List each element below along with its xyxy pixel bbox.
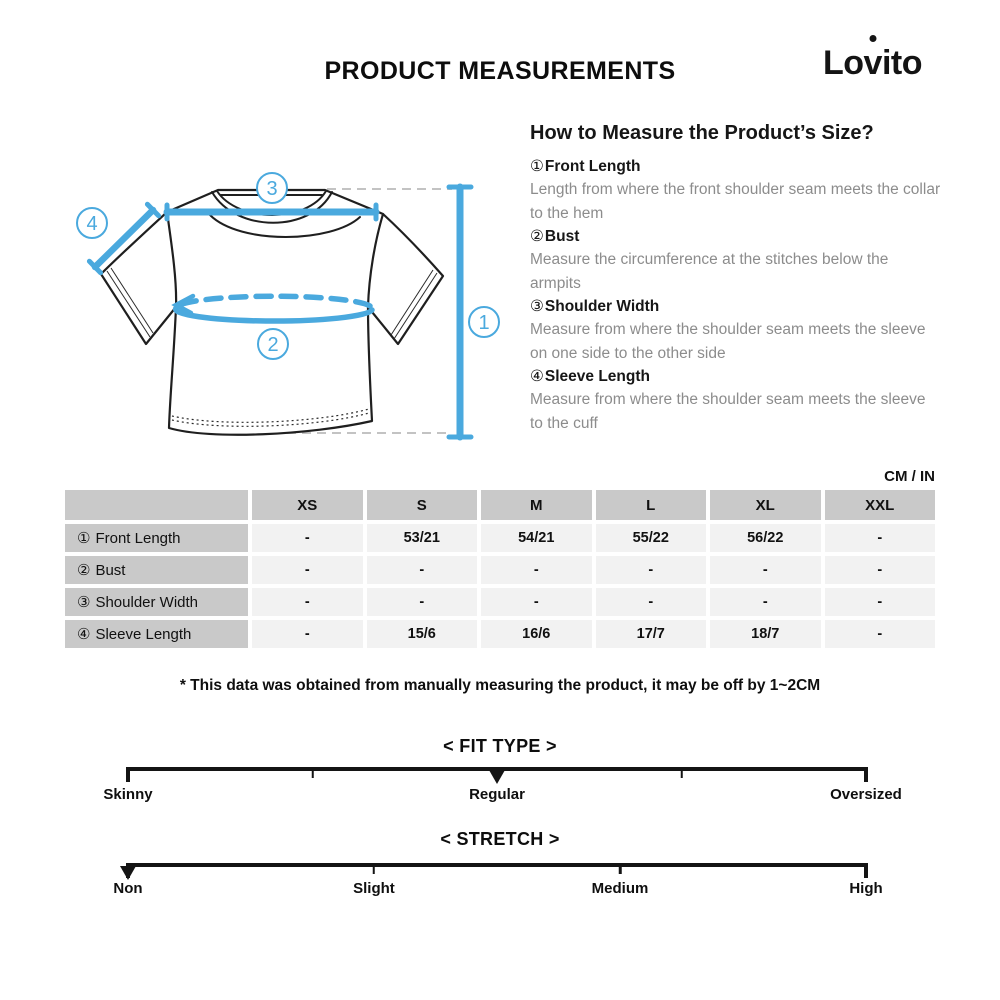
col-header-xxl: XXL [825,490,936,520]
measure-item-label: Front Length [544,158,641,175]
fit-type-scale [128,767,866,771]
circled-number: ③ [77,594,91,611]
table-cell: - [252,556,363,584]
scale-tick [864,767,868,782]
fit-type-title: < FIT TYPE > [443,736,557,756]
page-title: PRODUCT MEASUREMENTS [324,57,676,85]
measurement-disclaimer: * This data was obtained from manually measuring the product, it may be off by 1~2CM [179,677,821,694]
brand-logo [823,44,922,83]
measure-item-title [530,365,942,388]
table-cell: 15/6 [367,620,478,648]
table-cell: - [710,556,821,584]
table-cell: - [252,620,363,648]
measure-item-label: Shoulder Width [544,298,660,315]
table-cell: - [596,588,707,616]
fit-type-marker-icon [489,770,505,784]
measure-item-desc: Length from where the front shoulder seam meets the collar to the hem [530,181,941,222]
stretch-marker-icon [120,866,136,880]
brand-text-mid: v [863,44,882,82]
scale-tick [619,863,622,874]
circled-number: ② [77,562,91,579]
table-cell: - [825,620,936,648]
how-to-measure-section [530,122,942,435]
badge-front-length: 1 [478,312,490,334]
brand-v-dot-icon [869,35,876,42]
table-cell: - [825,556,936,584]
measure-item-label: Bust [544,228,580,245]
circled-number: ① [77,530,91,547]
row-label: Front Length [95,529,181,547]
measure-item-desc: Measure the circumference at the stitches below the armpits [530,251,889,292]
tshirt-outline [101,190,443,435]
table-cell: 17/7 [596,620,707,648]
circled-number: ④ [77,626,91,643]
badge-sleeve-length: 4 [86,213,98,235]
unit-label: CM / IN [884,468,935,485]
measure-item-title [530,295,942,318]
col-header-l: L [596,490,707,520]
stretch-label-non: Non [113,880,143,897]
table-cell: - [481,588,592,616]
fit-label-skinny: Skinny [103,786,153,803]
measure-item-desc: Measure from where the shoulder seam meets the sleeve to the cuff [530,391,926,432]
table-cell: - [481,556,592,584]
circled-number: ② [530,228,544,245]
table-cell: - [825,588,936,616]
table-cell: 16/6 [481,620,592,648]
size-table [65,490,935,648]
row-header-front-length [65,524,248,552]
row-header-shoulder-width [65,588,248,616]
table-cell: - [252,524,363,552]
stretch-title: < STRETCH > [440,829,560,849]
brand-letter-v [864,44,882,83]
scale-tick [126,767,130,782]
fit-type-labels [103,786,902,806]
fit-label-oversized: Oversized [830,786,902,803]
badge-shoulder-width: 3 [266,178,278,200]
row-header-sleeve-length [65,620,248,648]
brand-text-post: ito [881,44,922,82]
measure-item-title [530,225,942,248]
table-cell: - [367,556,478,584]
stretch-scale [128,863,866,867]
circled-number: ① [530,158,544,175]
badge-bust: 2 [267,334,279,356]
table-cell: 54/21 [481,524,592,552]
measure-item-desc: Measure from where the shoulder seam meets the sleeve on one side to the other side [530,321,926,362]
table-cell: 56/22 [710,524,821,552]
stretch-label-slight: Slight [353,880,395,897]
row-header-bust [65,556,248,584]
col-header-xl: XL [710,490,821,520]
scale-tick [311,767,314,778]
row-label: Shoulder Width [95,593,199,611]
circled-number: ③ [530,298,544,315]
scale-tick [373,863,376,874]
table-cell: - [596,556,707,584]
table-cell: 53/21 [367,524,478,552]
circled-number: ④ [530,368,544,385]
table-cell: 18/7 [710,620,821,648]
table-cell: 55/22 [596,524,707,552]
table-cell: - [252,588,363,616]
row-label: Sleeve Length [95,625,192,643]
stretch-labels [113,880,883,900]
stretch-label-high: High [849,880,883,897]
scale-tick [680,767,683,778]
stretch-label-medium: Medium [591,880,649,897]
table-cell: - [710,588,821,616]
col-header-s: S [367,490,478,520]
measure-item-label: Sleeve Length [544,368,650,385]
scale-tick [864,863,868,878]
how-to-heading: How to Measure the Product’s Size? [530,122,874,144]
table-corner-cell [65,490,248,520]
brand-text-pre: Lo [822,44,864,82]
fit-label-regular: Regular [469,786,525,803]
table-cell: - [367,588,478,616]
table-cell: - [825,524,936,552]
measure-item-title [530,155,942,178]
row-label: Bust [95,561,126,579]
col-header-xs: XS [252,490,363,520]
tshirt-measurement-diagram [60,155,520,455]
col-header-m: M [481,490,592,520]
